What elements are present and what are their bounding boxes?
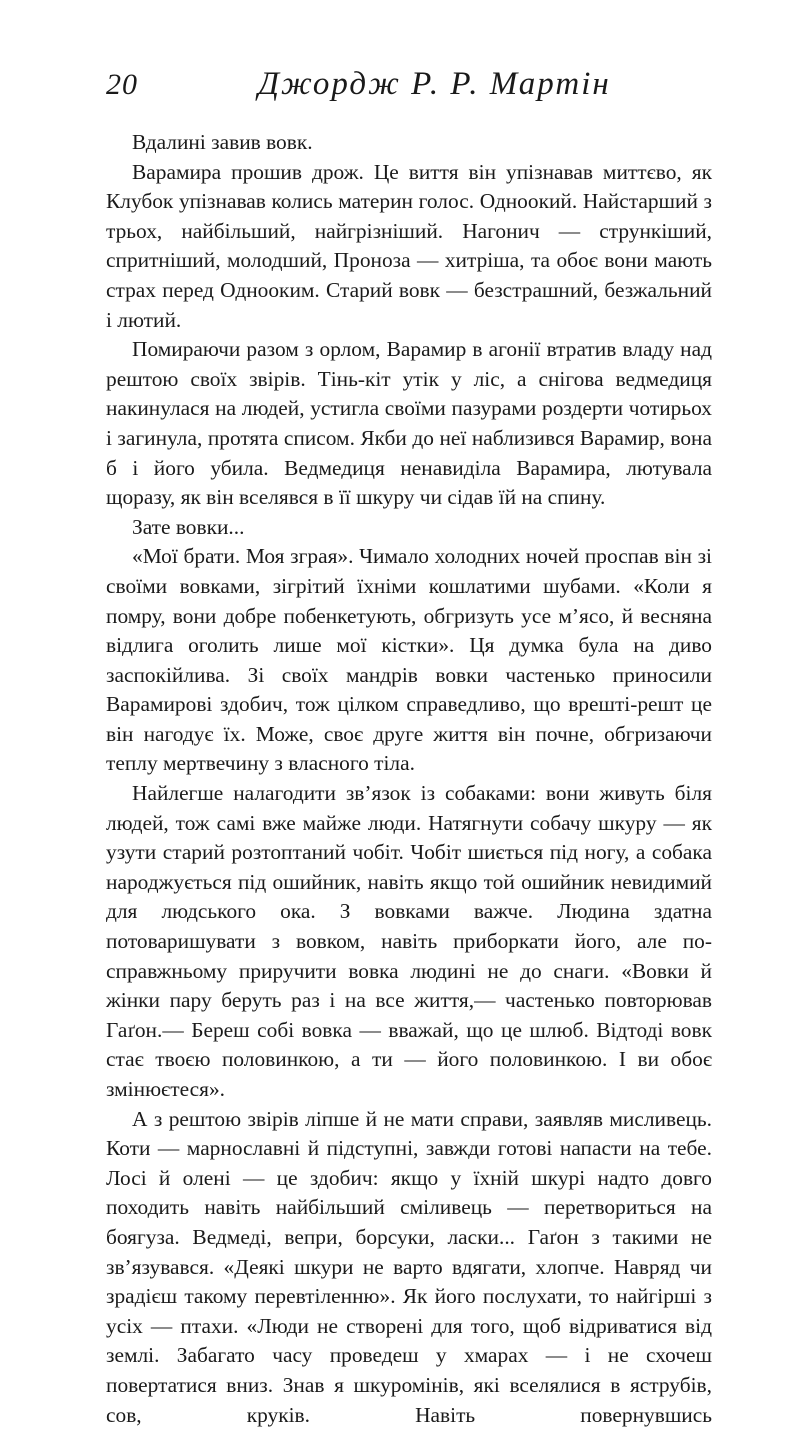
paragraph: «Мої брати. Моя зграя». Чимало холодних ночей проспав він зі своїми вовками, зігрітий їхніми кошлатими шубами. «Коли я помру, вони добре побенкетують, обгризуть усе м’ясо, й весняна відлига оголить лише мої кістки». Ця думка була на диво заспокійлива. Зі своїх мандрів вовки частенько приносили Варамирові здобич, тож цілком справедливо, що врешті-решт це він нагодує їх. Може, своє друге життя він почне, обгризаючи теплу мертвечину з власного тіла. bbox=[106, 544, 712, 776]
paragraph: Варамира прошив дрож. Це виття він упізнавав миттєво, як Клубок упізнавав колись материн голос. Одноокий. Найстарший з трьох, найбільший, найгрізніший. Нагонич — стрункіший, спритніший, молодший, Проноза — хитріша, та обоє вони мають страх перед Однооким. Старий вовк — безстрашний, безжальний і лютий. bbox=[106, 159, 712, 332]
paragraph: А з рештою звірів ліпше й не мати справи, заявляв мисливець. Коти — марнославні й підступні, завжди готові напасти на тебе. Лосі й олені — це здобич: якщо у їхній шкурі надто довго походить навіть найбільший сміливець — перетвориться на боягуза. Ведмеді, вепри, борсуки, ласки... Гаґон з такими не зв’язувався. «Деякі шкури не варто вдягати, хлопче. Навряд чи зрадієш такому перевтіленню». Як його послухати, то найгірші з усіх — птахи. «Люди не створені для того, щоб відриватися від землі. Забагато часу проведеш у хмарах — і не схочеш повертатися вниз. Знав я шкуромінів, які вселялися в яструбів, сов, круків. Навіть повернувшись bbox=[106, 1106, 712, 1427]
paragraph: Помираючи разом з орлом, Варамир в агонії втратив владу над рештою своїх звірів. Тінь-кіт утік у ліс, а снігова ведмедиця накинулася на людей, устигла своїми пазурами роздерти чотирьох і загинула, протята списом. Якби до неї наблизився Варамир, вона б і його убила. Ведмедиця ненавиділа Варамира, лютувала щоразу, як він вселявся в її шкуру чи сідав їй на спину. bbox=[106, 337, 712, 510]
page-header bbox=[0, 58, 800, 108]
paragraph: Вдалині завив вовк. bbox=[132, 130, 313, 154]
running-head-author: Джордж Р. Р. Мартін bbox=[258, 66, 611, 102]
page-number: 20 bbox=[106, 68, 138, 101]
paragraph: Найлегше налагодити зв’язок із собаками: вони живуть біля людей, тож самі вже майже люди. Натягнути собачу шкуру — як узути старий розтоптаний чобіт. Чобіт шиється під ногу, а собака народжується під ошийник, навіть якщо той ошийник невидимий для людського ока. З вовками важче. Людина здатна потоваришувати з вовком, навіть приборкати його, але по-справжньому приручити вовка людині не до снаги. «Вовки й жінки пару беруть раз і на все життя,— частенько повторював Гаґон.— Береш собі вовка — вважай, що це шлюб. Відтоді вовк стає твоєю половинкою, а ти — його половинкою. І ви обоє змінюєтеся». bbox=[106, 781, 712, 1101]
paragraph: Зате вовки... bbox=[132, 514, 245, 539]
body-text bbox=[106, 128, 712, 1430]
